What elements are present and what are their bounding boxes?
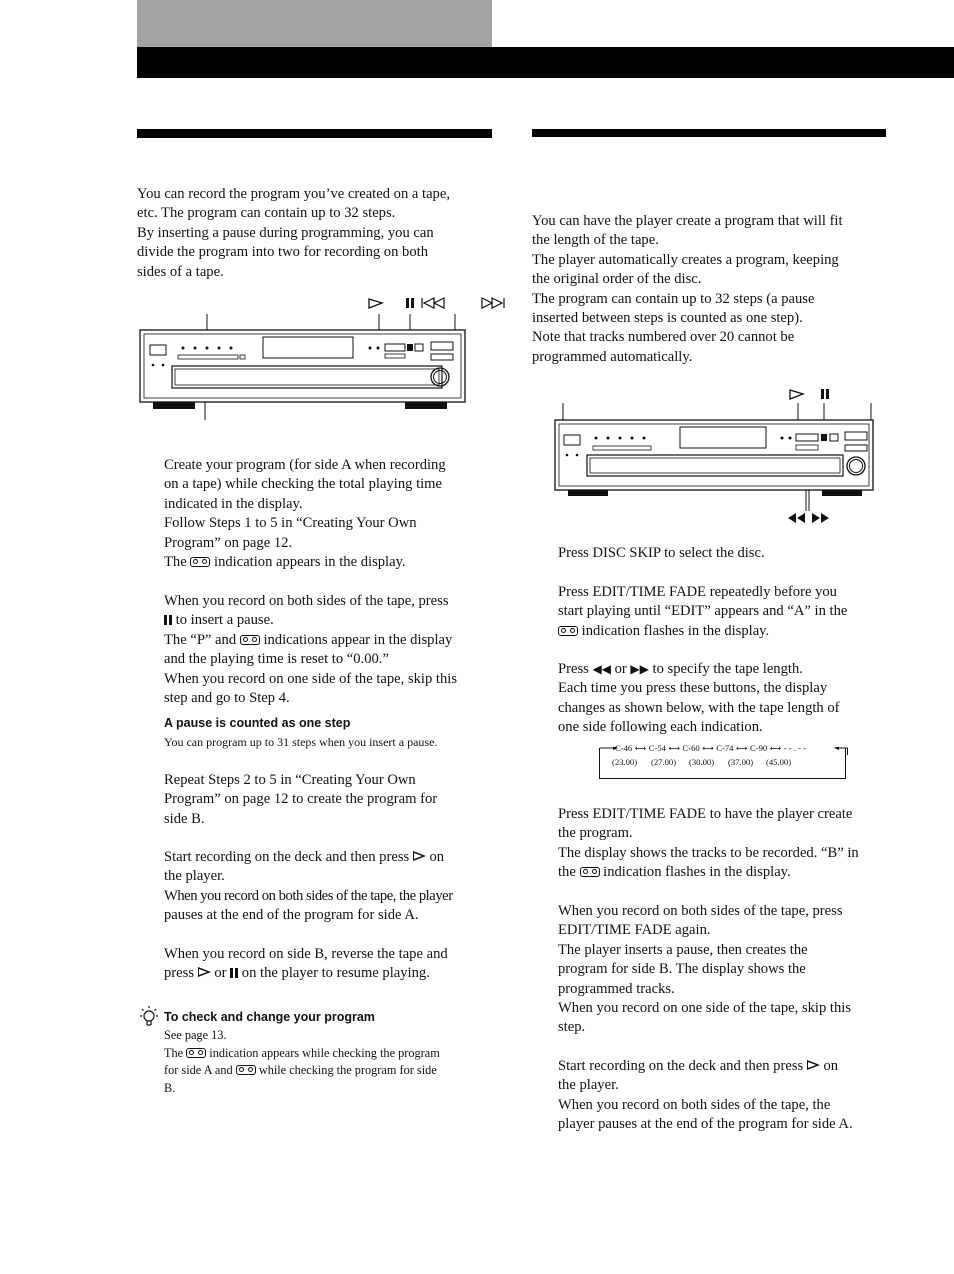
fast-forward-symbol-label: [812, 513, 829, 523]
right-step-2: Press EDIT/TIME FADE repeatedly before you start playing until “EDIT” appears and “A” in the indication flashes in the display.: [558, 584, 848, 639]
tape-label: C-74: [716, 743, 734, 753]
cassette-icon: [186, 1048, 206, 1058]
pause-symbol-label: [821, 389, 829, 399]
tape-time: (37.00): [728, 757, 754, 767]
tip-title: To check and change your program: [164, 1010, 375, 1024]
left-step-4: Start recording on the deck and then press on the player. When you record on both sides of the tape, the player pauses at the end of the program for side A.: [164, 849, 453, 924]
tape-time: (30.00): [689, 757, 715, 767]
tape-label: C-46: [615, 743, 633, 753]
cassette-icon: [558, 626, 578, 636]
right-step-6: Start recording on the deck and then press on the player. When you record on both sides of the tape, the player pauses at the end of the program for side A.: [558, 1058, 853, 1133]
tape-label: C-90: [750, 743, 768, 753]
right-step-4: Press EDIT/TIME FADE to have the player create the program. The display shows the tracks to be recorded. “B” in the indication flashes in the display.: [558, 806, 859, 881]
right-intro: You can have the player create a program that will fit the length of the tape. The player automatically creates a program, keeping the original order of the disc. The program can contain up to 32 steps (a pause inserted between steps is counted as one step). Note that tracks numbered over 20 cannot be programmed automatically.: [532, 213, 843, 365]
next-track-symbol-label: [482, 298, 504, 308]
right-step-1: Press DISC SKIP to select the disc.: [558, 545, 765, 561]
rewind-symbol-label: [788, 513, 805, 523]
tape-label: C-60: [682, 743, 700, 753]
play-symbol-label: [790, 390, 803, 399]
play-icon: [413, 851, 426, 861]
rewind-icon: ◀◀: [592, 662, 611, 676]
tape-time: (27.00): [651, 757, 677, 767]
tape-label: - - . - -: [783, 743, 806, 753]
pause-icon: [230, 968, 238, 978]
cassette-icon: [580, 867, 600, 877]
right-step-5: When you record on both sides of the tape, press EDIT/TIME FADE again. The player inserts a pause, then creates the program for side B. The display shows the programmed tracks. When you record on one side of the tape, skip this step.: [558, 903, 852, 1036]
play-symbol-label: [369, 299, 382, 308]
prev-track-symbol-label: [422, 298, 444, 308]
tip-text: See page 13. The indication appears while checking the program for side A and while checking the program for side B.: [164, 1028, 440, 1096]
left-step-1: Create your program (for side A when recording on a tape) while checking the total playing time indicated in the display. Follow Steps 1 to 5 in “Creating Your Own Program” on page 12. The indication appears in the display.: [164, 457, 446, 571]
cassette-icon: [236, 1065, 256, 1075]
tape-length-diagram: [599, 743, 846, 779]
tape-label: C-54: [648, 743, 666, 753]
lightbulb-tip-icon: [137, 1005, 161, 1031]
pause-symbol-label: [406, 298, 414, 308]
cd-player-illustration-left: [135, 292, 515, 422]
left-step-3: Repeat Steps 2 to 5 in “Creating Your Own Program” on page 12 to create the program for side B.: [164, 772, 438, 827]
left-step-5: When you record on side B, reverse the tape and press or on the player to resume playing.: [164, 946, 448, 982]
fast-forward-icon: ▶▶: [630, 662, 649, 676]
left-step-2: When you record on both sides of the tape, press to insert a pause. The “P” and indications appear in the display and the playing time is reset to “0.00.” When you record on one side of the tape, skip this step and go to Step 4.: [164, 593, 458, 707]
pause-note-text: You can program up to 31 steps when you insert a pause.: [164, 735, 438, 749]
tape-time: (23.00): [612, 757, 638, 767]
left-intro: You can record the program you’ve created on a tape, etc. The program can contain up to 32 steps. By inserting a pause during programming, you can divide the program into two for recording on both sides of a tape.: [137, 186, 450, 280]
cd-player-illustration-right: [550, 385, 885, 530]
cassette-icon: [190, 557, 210, 567]
tape-time: (45.00): [766, 757, 792, 767]
left-section-rule: [137, 129, 492, 138]
right-section-rule: [532, 129, 886, 137]
right-step-3: Press ◀◀ or ▶▶ to specify the tape length. Each time you press these buttons, the display changes as shown below, with the tape length of one side following each indication.: [558, 661, 840, 736]
header-black-bar: [137, 47, 954, 78]
header-gray-block: [137, 0, 492, 47]
play-icon: [198, 967, 211, 977]
play-icon: [807, 1060, 820, 1070]
tape-length-labels: C-46 ⟷ C-54 ⟷ C-60 ⟷ C-74 ⟷ C-90 ⟷ - - . - -: [615, 743, 806, 753]
pause-icon: [164, 615, 172, 625]
cassette-icon: [240, 635, 260, 645]
pause-note-title: A pause is counted as one step: [164, 716, 351, 730]
